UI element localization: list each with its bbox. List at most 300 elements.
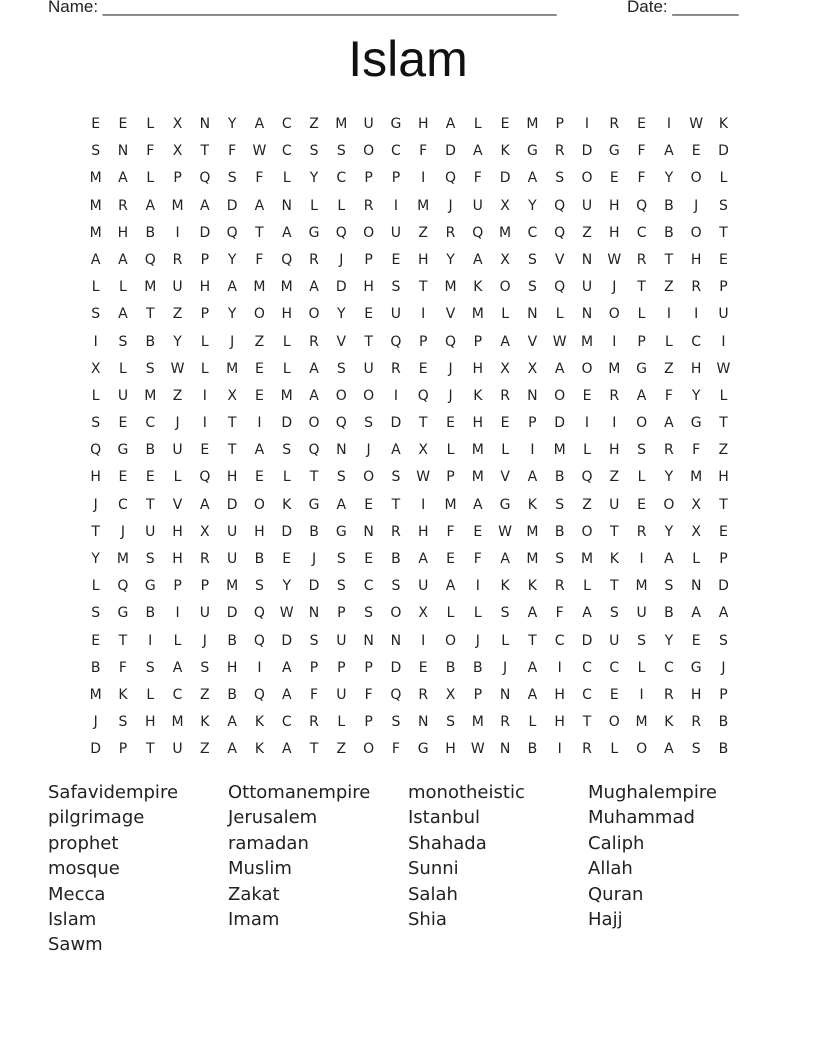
grid-letter: T	[118, 632, 128, 649]
grid-letter: P	[173, 170, 182, 187]
grid-letter: O	[363, 469, 375, 486]
grid-letter: N	[308, 605, 320, 622]
grid-letter: P	[364, 659, 373, 676]
grid-letter: K	[718, 116, 729, 132]
grid-letter: M	[471, 442, 484, 459]
grid-letter: S	[91, 415, 101, 432]
grid-letter: L	[501, 632, 509, 649]
grid-letter: Q	[253, 605, 265, 622]
grid-letter: I	[557, 741, 562, 758]
grid-letter: H	[690, 251, 702, 268]
grid-letter: B	[309, 523, 319, 540]
grid-letter: R	[582, 741, 592, 758]
grid-letter: A	[445, 578, 456, 595]
grid-letter: Q	[390, 686, 402, 703]
word-list-item: Salah	[408, 883, 458, 905]
grid-letter: T	[364, 333, 373, 350]
word-list-item: Zakat	[228, 883, 280, 905]
grid-letter: O	[608, 306, 620, 323]
grid-letter: S	[118, 333, 128, 350]
grid-letter: Z	[582, 496, 592, 513]
grid-letter: H	[199, 279, 211, 296]
grid-letter: I	[639, 551, 644, 567]
grid-letter: Q	[253, 632, 265, 649]
grid-letter: S	[145, 659, 155, 676]
grid-row	[82, 437, 737, 464]
grid-letter: Y	[664, 632, 674, 649]
grid-letter: X	[200, 523, 210, 540]
grid-letter: L	[146, 686, 155, 703]
grid-letter: A	[554, 360, 565, 377]
grid-letter: B	[90, 659, 101, 676]
grid-letter: L	[473, 605, 482, 622]
grid-letter: M	[171, 197, 184, 214]
word-list-item: Safavidempire	[48, 782, 179, 803]
grid-letter: S	[719, 197, 728, 214]
grid-letter: L	[146, 170, 155, 187]
grid-letter: E	[719, 251, 728, 268]
grid-letter: Q	[199, 170, 211, 187]
grid-letter: H	[718, 469, 729, 486]
grid-letter: L	[173, 632, 182, 649]
grid-letter: G	[417, 741, 429, 758]
grid-letter: B	[527, 741, 538, 758]
grid-letter: G	[308, 496, 320, 513]
grid-letter: O	[690, 224, 702, 241]
grid-letter: L	[91, 578, 100, 595]
grid-letter: M	[335, 116, 348, 132]
grid-letter: B	[254, 551, 265, 567]
grid-letter: D	[281, 415, 293, 432]
grid-letter: O	[363, 387, 375, 404]
grid-letter: U	[609, 496, 620, 513]
grid-row	[82, 492, 737, 519]
grid-letter: I	[257, 659, 262, 676]
grid-letter: P	[364, 170, 373, 187]
grid-letter: S	[609, 605, 619, 622]
grid-letter: T	[719, 496, 728, 513]
grid-letter: W	[498, 523, 513, 540]
grid-letter: P	[309, 659, 319, 676]
grid-letter: B	[145, 333, 156, 350]
grid-letter: E	[609, 170, 619, 187]
grid-letter: N	[390, 632, 402, 649]
grid-letter: Q	[90, 442, 102, 459]
word-list-item: Imam	[228, 909, 280, 931]
grid-letter: F	[692, 442, 701, 459]
grid-letter: R	[691, 714, 702, 731]
grid-letter: J	[475, 632, 480, 649]
grid-letter: I	[393, 387, 398, 404]
grid-letter: I	[421, 170, 426, 187]
grid-letter: P	[200, 306, 210, 323]
grid-letter: J	[311, 551, 317, 567]
word-list-item: Muslim	[228, 858, 292, 880]
grid-letter: R	[309, 333, 319, 350]
grid-letter: S	[391, 469, 401, 486]
grid-letter: A	[418, 551, 428, 567]
grid-letter: T	[227, 442, 237, 459]
grid-letter: N	[527, 387, 538, 404]
grid-letter: E	[500, 116, 510, 132]
grid-letter: L	[310, 197, 318, 214]
grid-letter: V	[500, 469, 510, 486]
grid-letter: J	[721, 659, 726, 676]
grid-letter: F	[228, 143, 237, 160]
grid-letter: M	[89, 686, 102, 703]
word-list-item: Quran	[588, 883, 644, 905]
word-list-item: Allah	[588, 858, 633, 880]
grid-letter: H	[445, 741, 456, 758]
grid-letter: R	[309, 251, 319, 268]
grid-letter: X	[172, 116, 183, 132]
grid-letter: M	[89, 224, 102, 241]
grid-letter: L	[119, 360, 127, 377]
grid-letter: G	[117, 442, 129, 459]
grid-letter: T	[664, 251, 674, 268]
grid-letter: U	[581, 279, 593, 296]
grid-letter: P	[200, 251, 210, 268]
grid-letter: K	[254, 741, 265, 758]
grid-letter: U	[172, 279, 183, 296]
grid-letter: N	[117, 143, 129, 160]
grid-letter: E	[255, 360, 264, 377]
grid-letter: J	[120, 523, 126, 540]
grid-row	[82, 220, 737, 247]
grid-letter: W	[416, 469, 431, 486]
grid-letter: M	[471, 714, 484, 731]
grid-row	[82, 274, 737, 301]
grid-letter: B	[391, 551, 401, 567]
grid-letter: Q	[253, 686, 265, 703]
grid-letter: O	[363, 143, 375, 160]
grid-letter: P	[118, 741, 128, 758]
grid-letter: O	[636, 415, 648, 432]
grid-letter: S	[91, 143, 101, 160]
grid-letter: M	[526, 523, 539, 540]
grid-row	[82, 655, 737, 682]
grid-letter: M	[171, 714, 184, 731]
grid-letter: V	[445, 306, 456, 323]
grid-letter: Q	[226, 224, 238, 241]
grid-row	[82, 573, 737, 600]
grid-row	[82, 600, 737, 627]
grid-letter: F	[446, 523, 455, 540]
grid-letter: E	[691, 143, 701, 160]
grid-letter: A	[664, 143, 674, 160]
grid-letter: I	[612, 415, 617, 432]
grid-letter: E	[473, 523, 483, 540]
grid-letter: G	[690, 415, 702, 432]
grid-letter: I	[393, 197, 398, 214]
grid-letter: Q	[581, 469, 593, 486]
grid-letter: O	[444, 632, 457, 649]
grid-letter: O	[690, 170, 702, 187]
grid-letter: S	[145, 551, 155, 567]
grid-letter: N	[690, 578, 702, 595]
grid-letter: F	[419, 143, 428, 160]
grid-letter: A	[473, 143, 483, 160]
grid-letter: C	[391, 143, 401, 160]
grid-letter: H	[226, 659, 238, 676]
grid-letter: S	[555, 551, 565, 567]
grid-letter: Q	[636, 197, 648, 214]
grid-letter: A	[281, 741, 292, 758]
grid-letter: A	[445, 116, 456, 132]
grid-letter: A	[500, 333, 510, 350]
grid-letter: L	[637, 659, 646, 676]
grid-letter: F	[146, 143, 155, 160]
grid-letter: W	[607, 251, 622, 268]
grid-row	[82, 628, 737, 655]
grid-letter: A	[254, 442, 265, 459]
grid-letter: H	[690, 360, 702, 377]
grid-letter: L	[146, 116, 155, 132]
grid-letter: M	[690, 469, 703, 486]
grid-letter: Y	[282, 578, 291, 595]
grid-letter: C	[554, 632, 565, 649]
grid-letter: V	[172, 496, 183, 513]
grid-letter: E	[200, 442, 210, 459]
grid-letter: P	[418, 333, 428, 350]
grid-letter: Q	[417, 387, 429, 404]
grid-letter: R	[664, 686, 674, 703]
grid-letter: L	[473, 116, 482, 132]
grid-letter: D	[90, 741, 102, 758]
word-list-item: monotheistic	[408, 782, 525, 803]
grid-letter: D	[226, 605, 238, 622]
date-field-label: Date: _______	[627, 0, 739, 16]
grid-letter: Z	[172, 387, 183, 404]
grid-letter: J	[339, 251, 344, 268]
grid-letter: K	[500, 578, 510, 595]
grid-letter: X	[445, 686, 456, 703]
grid-letter: D	[581, 143, 593, 160]
grid-letter: Y	[664, 170, 674, 187]
grid-letter: R	[445, 224, 456, 241]
grid-letter: E	[118, 469, 128, 486]
grid-letter: Q	[281, 251, 293, 268]
word-list-item: ramadan	[228, 832, 309, 854]
grid-letter: M	[526, 551, 539, 567]
grid-letter: Z	[664, 279, 674, 296]
grid-letter: E	[255, 387, 264, 404]
grid-letter: R	[391, 523, 401, 540]
grid-letter: J	[448, 387, 453, 404]
grid-letter: Q	[554, 197, 566, 214]
grid-letter: S	[637, 632, 647, 649]
grid-letter: E	[418, 360, 428, 377]
grid-letter: J	[612, 279, 617, 296]
grid-letter: R	[609, 387, 620, 404]
grid-letter: N	[417, 714, 429, 731]
grid-letter: N	[199, 116, 211, 132]
grid-letter: V	[554, 251, 565, 268]
grid-letter: L	[528, 714, 537, 731]
grid-letter: U	[227, 551, 238, 567]
grid-letter: W	[470, 741, 485, 758]
grid-letter: M	[253, 279, 266, 296]
grid-letter: S	[364, 415, 374, 432]
grid-letter: A	[227, 279, 237, 296]
grid-letter: S	[391, 714, 401, 731]
grid-letter: X	[418, 605, 428, 622]
grid-letter: G	[308, 224, 320, 241]
grid-letter: E	[364, 306, 374, 323]
grid-letter: I	[148, 632, 153, 649]
grid-letter: L	[583, 442, 591, 459]
grid-letter: D	[445, 143, 456, 160]
grid-letter: L	[282, 360, 291, 377]
grid-letter: H	[417, 523, 429, 540]
grid-letter: E	[145, 469, 155, 486]
grid-letter: T	[719, 415, 728, 432]
grid-letter: U	[390, 224, 402, 241]
grid-letter: X	[418, 442, 428, 459]
grid-letter: S	[336, 143, 346, 160]
grid-letter: S	[336, 551, 346, 567]
grid-letter: N	[363, 632, 374, 649]
grid-letter: Y	[227, 306, 237, 323]
grid-letter: G	[390, 116, 402, 132]
grid-letter: U	[117, 387, 129, 404]
grid-letter: E	[637, 496, 647, 513]
grid-letter: T	[418, 415, 428, 432]
grid-letter: M	[553, 442, 566, 459]
grid-letter: M	[580, 551, 594, 567]
word-list-item: Hajj	[588, 909, 623, 931]
grid-letter: J	[93, 496, 98, 513]
grid-row	[82, 519, 737, 546]
grid-letter: P	[337, 659, 346, 676]
grid-letter: Y	[664, 469, 674, 486]
grid-letter: D	[390, 415, 402, 432]
grid-letter: Z	[718, 442, 729, 459]
grid-letter: Z	[664, 360, 674, 377]
grid-letter: X	[500, 197, 510, 214]
grid-letter: T	[610, 578, 619, 595]
grid-letter: M	[144, 279, 157, 296]
word-list	[48, 780, 768, 958]
grid-letter: U	[636, 605, 647, 622]
grid-letter: E	[691, 632, 701, 649]
grid-letter: M	[144, 387, 157, 404]
grid-letter: A	[527, 469, 538, 486]
grid-letter: H	[690, 686, 702, 703]
grid-row	[82, 682, 737, 709]
grid-letter: L	[719, 170, 728, 187]
grid-letter: E	[91, 116, 101, 132]
grid-letter: C	[118, 496, 128, 513]
grid-letter: H	[472, 415, 484, 432]
grid-letter: H	[144, 714, 156, 731]
grid-letter: C	[281, 143, 292, 160]
page-title: Islam	[348, 31, 468, 87]
grid-letter: T	[582, 714, 592, 731]
grid-letter: D	[226, 197, 238, 214]
grid-letter: Q	[199, 469, 211, 486]
grid-letter: E	[118, 116, 128, 132]
grid-letter: O	[608, 714, 620, 731]
grid-letter: Z	[200, 686, 210, 703]
grid-letter: H	[609, 224, 620, 241]
grid-letter: S	[227, 170, 237, 187]
grid-letter: G	[526, 143, 538, 160]
grid-letter: A	[309, 279, 319, 296]
grid-letter: U	[227, 523, 238, 540]
grid-letter: J	[694, 197, 699, 214]
grid-letter: T	[227, 415, 237, 432]
grid-letter: U	[172, 741, 183, 758]
grid-letter: N	[336, 442, 347, 459]
grid-letter: K	[527, 578, 537, 595]
grid-letter: A	[636, 387, 647, 404]
grid-letter: I	[93, 333, 98, 350]
grid-letter: L	[337, 714, 346, 731]
word-list-item: Istanbul	[408, 807, 481, 829]
grid-letter: Z	[172, 306, 183, 323]
grid-row	[82, 165, 737, 192]
grid-row	[82, 193, 737, 220]
grid-letter: O	[308, 306, 320, 323]
grid-letter: P	[719, 551, 728, 567]
grid-letter: D	[308, 578, 320, 595]
grid-letter: C	[609, 659, 620, 676]
grid-letter: T	[200, 143, 210, 160]
grid-letter: H	[609, 442, 620, 459]
grid-letter: U	[363, 360, 374, 377]
grid-letter: J	[202, 632, 207, 649]
grid-letter: R	[118, 197, 128, 214]
grid-letter: N	[581, 306, 593, 323]
grid-letter: C	[336, 170, 347, 187]
grid-letter: A	[582, 605, 592, 622]
grid-letter: Q	[554, 279, 566, 296]
grid-letter: D	[718, 578, 729, 595]
grid-letter: E	[282, 551, 292, 567]
grid-letter: S	[527, 279, 537, 296]
grid-letter: A	[391, 442, 401, 459]
grid-letter: K	[118, 686, 128, 703]
grid-letter: I	[584, 415, 590, 432]
grid-letter: I	[202, 415, 207, 432]
grid-letter: Q	[444, 170, 457, 187]
grid-letter: L	[337, 197, 346, 214]
grid-letter: L	[119, 279, 127, 296]
grid-letter: P	[391, 170, 401, 187]
grid-letter: M	[635, 578, 648, 595]
grid-letter: Z	[309, 116, 319, 132]
word-list-item: Muhammad	[588, 807, 695, 829]
grid-letter: E	[609, 686, 619, 703]
grid-letter: G	[144, 578, 156, 595]
grid-letter: T	[91, 523, 100, 540]
grid-letter: G	[117, 605, 129, 622]
grid-letter: R	[636, 523, 647, 540]
grid-letter: D	[281, 523, 293, 540]
grid-letter: S	[391, 279, 401, 296]
grid-letter: L	[719, 387, 728, 404]
grid-letter: D	[718, 143, 729, 160]
grid-letter: S	[500, 605, 510, 622]
grid-letter: U	[199, 605, 210, 622]
grid-letter: Q	[308, 442, 320, 459]
grid-letter: Z	[609, 469, 620, 486]
grid-letter: F	[255, 170, 264, 187]
grid-letter: B	[227, 686, 237, 703]
grid-letter: T	[391, 496, 401, 513]
grid-letter: P	[364, 714, 373, 731]
